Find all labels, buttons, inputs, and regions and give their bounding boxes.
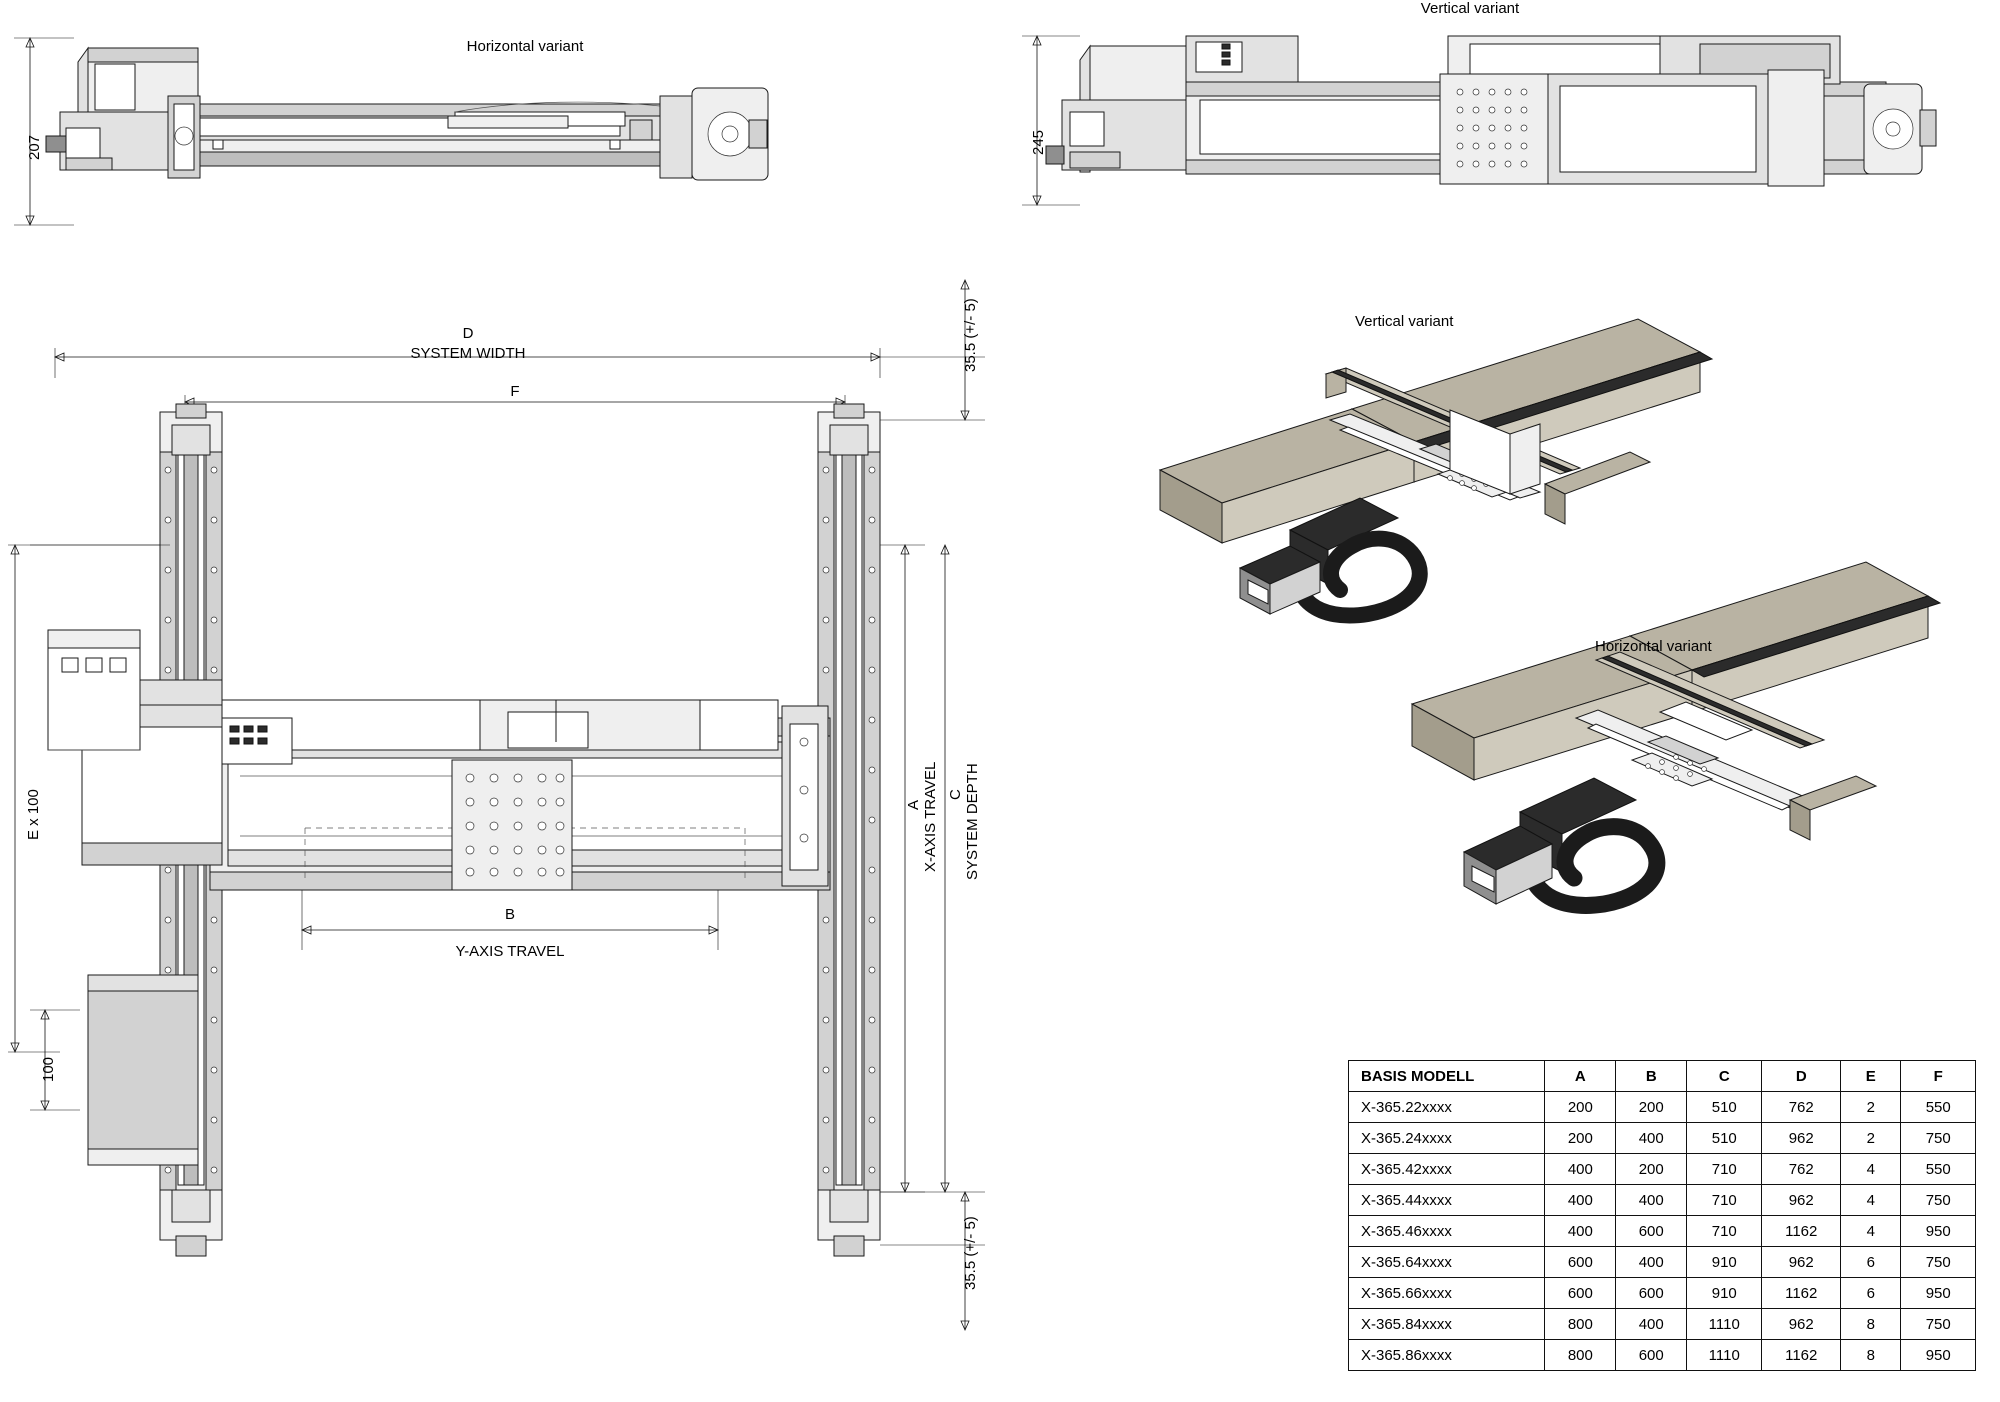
view-top-left-horizontal xyxy=(14,38,768,225)
cell-b: 200 xyxy=(1616,1092,1687,1123)
view-iso-horizontal xyxy=(1412,562,1940,905)
cell-d: 962 xyxy=(1762,1247,1841,1278)
cell-f: 950 xyxy=(1901,1340,1976,1371)
cell-c: 710 xyxy=(1687,1154,1762,1185)
table-row xyxy=(1349,1092,1976,1123)
table-row xyxy=(1349,1216,1976,1247)
cell-e: 2 xyxy=(1841,1092,1901,1123)
cell-d: 962 xyxy=(1762,1123,1841,1154)
cell-model: X-365.42xxxx xyxy=(1349,1154,1545,1185)
cell-d: 1162 xyxy=(1762,1278,1841,1309)
cell-a: 600 xyxy=(1545,1247,1616,1278)
cell-e: 2 xyxy=(1841,1123,1901,1154)
th-f: F xyxy=(1901,1061,1976,1092)
cell-b: 600 xyxy=(1616,1278,1687,1309)
cell-model: X-365.22xxxx xyxy=(1349,1092,1545,1123)
label-a-letter: A xyxy=(905,799,922,810)
cell-d: 1162 xyxy=(1762,1216,1841,1247)
cell-e: 4 xyxy=(1841,1154,1901,1185)
cell-c: 1110 xyxy=(1687,1340,1762,1371)
label-bottom-offset: 35.5 (+/- 5) xyxy=(962,1216,979,1290)
cell-model: X-365.86xxxx xyxy=(1349,1340,1545,1371)
cell-d: 1162 xyxy=(1762,1340,1841,1371)
cell-f: 750 xyxy=(1901,1185,1976,1216)
cell-e: 8 xyxy=(1841,1309,1901,1340)
label-top-offset: 35.5 (+/- 5) xyxy=(962,298,979,372)
cell-c: 910 xyxy=(1687,1247,1762,1278)
cell-b: 400 xyxy=(1616,1123,1687,1154)
cell-a: 200 xyxy=(1545,1092,1616,1123)
cell-e: 4 xyxy=(1841,1185,1901,1216)
cell-f: 950 xyxy=(1901,1278,1976,1309)
label-d-letter: D xyxy=(462,325,474,342)
table-row xyxy=(1349,1340,1976,1371)
caption-vertical-variant-top: Vertical variant xyxy=(1420,0,1520,17)
cell-e: 4 xyxy=(1841,1216,1901,1247)
table-row xyxy=(1349,1247,1976,1278)
th-d: D xyxy=(1762,1061,1841,1092)
cell-b: 400 xyxy=(1616,1309,1687,1340)
cell-model: X-365.84xxxx xyxy=(1349,1309,1545,1340)
cell-f: 750 xyxy=(1901,1309,1976,1340)
cell-e: 6 xyxy=(1841,1278,1901,1309)
label-100: 100 xyxy=(40,1056,57,1082)
dimension-245: 245 xyxy=(1030,129,1047,155)
cell-a: 400 xyxy=(1545,1154,1616,1185)
dimension-207: 207 xyxy=(26,134,43,160)
spec-table xyxy=(1348,1060,1976,1371)
cell-e: 6 xyxy=(1841,1247,1901,1278)
cell-f: 750 xyxy=(1901,1247,1976,1278)
caption-iso-horizontal: Horizontal variant xyxy=(1595,638,1712,655)
view-top-right-vertical xyxy=(1022,36,1936,205)
table-row xyxy=(1349,1123,1976,1154)
cell-a: 200 xyxy=(1545,1123,1616,1154)
cell-c: 710 xyxy=(1687,1185,1762,1216)
table-row xyxy=(1349,1278,1976,1309)
th-a: A xyxy=(1545,1061,1616,1092)
table-row xyxy=(1349,1154,1976,1185)
cell-model: X-365.64xxxx xyxy=(1349,1247,1545,1278)
cell-f: 550 xyxy=(1901,1092,1976,1123)
cell-model: X-365.24xxxx xyxy=(1349,1123,1545,1154)
cell-f: 950 xyxy=(1901,1216,1976,1247)
cell-b: 400 xyxy=(1616,1185,1687,1216)
cell-model: X-365.44xxxx xyxy=(1349,1185,1545,1216)
label-e-x-100: E x 100 xyxy=(25,789,42,840)
view-iso-vertical xyxy=(1160,319,1712,616)
th-c: C xyxy=(1687,1061,1762,1092)
cell-b: 600 xyxy=(1616,1340,1687,1371)
label-system-depth: SYSTEM DEPTH xyxy=(964,763,981,880)
cell-c: 710 xyxy=(1687,1216,1762,1247)
cell-d: 962 xyxy=(1762,1185,1841,1216)
th-basis-modell: BASIS MODELL xyxy=(1349,1061,1545,1092)
cell-a: 800 xyxy=(1545,1340,1616,1371)
table-row xyxy=(1349,1185,1976,1216)
label-y-axis-travel: Y-AXIS TRAVEL xyxy=(455,943,565,960)
cell-a: 400 xyxy=(1545,1185,1616,1216)
cell-e: 8 xyxy=(1841,1340,1901,1371)
cell-b: 600 xyxy=(1616,1216,1687,1247)
label-c-letter: C xyxy=(947,789,964,800)
th-b: B xyxy=(1616,1061,1687,1092)
th-e: E xyxy=(1841,1061,1901,1092)
label-system-width: SYSTEM WIDTH xyxy=(410,345,526,362)
cell-c: 1110 xyxy=(1687,1309,1762,1340)
table-header-row xyxy=(1349,1061,1976,1092)
label-x-axis-travel: X-AXIS TRAVEL xyxy=(922,761,939,872)
cell-b: 200 xyxy=(1616,1154,1687,1185)
cell-a: 400 xyxy=(1545,1216,1616,1247)
caption-horizontal-variant-top: Horizontal variant xyxy=(466,38,584,55)
label-b-letter: B xyxy=(504,906,516,923)
cell-d: 762 xyxy=(1762,1154,1841,1185)
cell-a: 600 xyxy=(1545,1278,1616,1309)
caption-iso-vertical: Vertical variant xyxy=(1355,313,1454,330)
view-main-top xyxy=(8,280,985,1330)
cell-b: 400 xyxy=(1616,1247,1687,1278)
cell-c: 910 xyxy=(1687,1278,1762,1309)
cell-f: 550 xyxy=(1901,1154,1976,1185)
cell-model: X-365.66xxxx xyxy=(1349,1278,1545,1309)
cell-d: 962 xyxy=(1762,1309,1841,1340)
cell-f: 750 xyxy=(1901,1123,1976,1154)
cell-d: 762 xyxy=(1762,1092,1841,1123)
cell-c: 510 xyxy=(1687,1123,1762,1154)
cell-c: 510 xyxy=(1687,1092,1762,1123)
cell-model: X-365.46xxxx xyxy=(1349,1216,1545,1247)
label-f-letter: F xyxy=(510,383,520,400)
table-row xyxy=(1349,1309,1976,1340)
cell-a: 800 xyxy=(1545,1309,1616,1340)
